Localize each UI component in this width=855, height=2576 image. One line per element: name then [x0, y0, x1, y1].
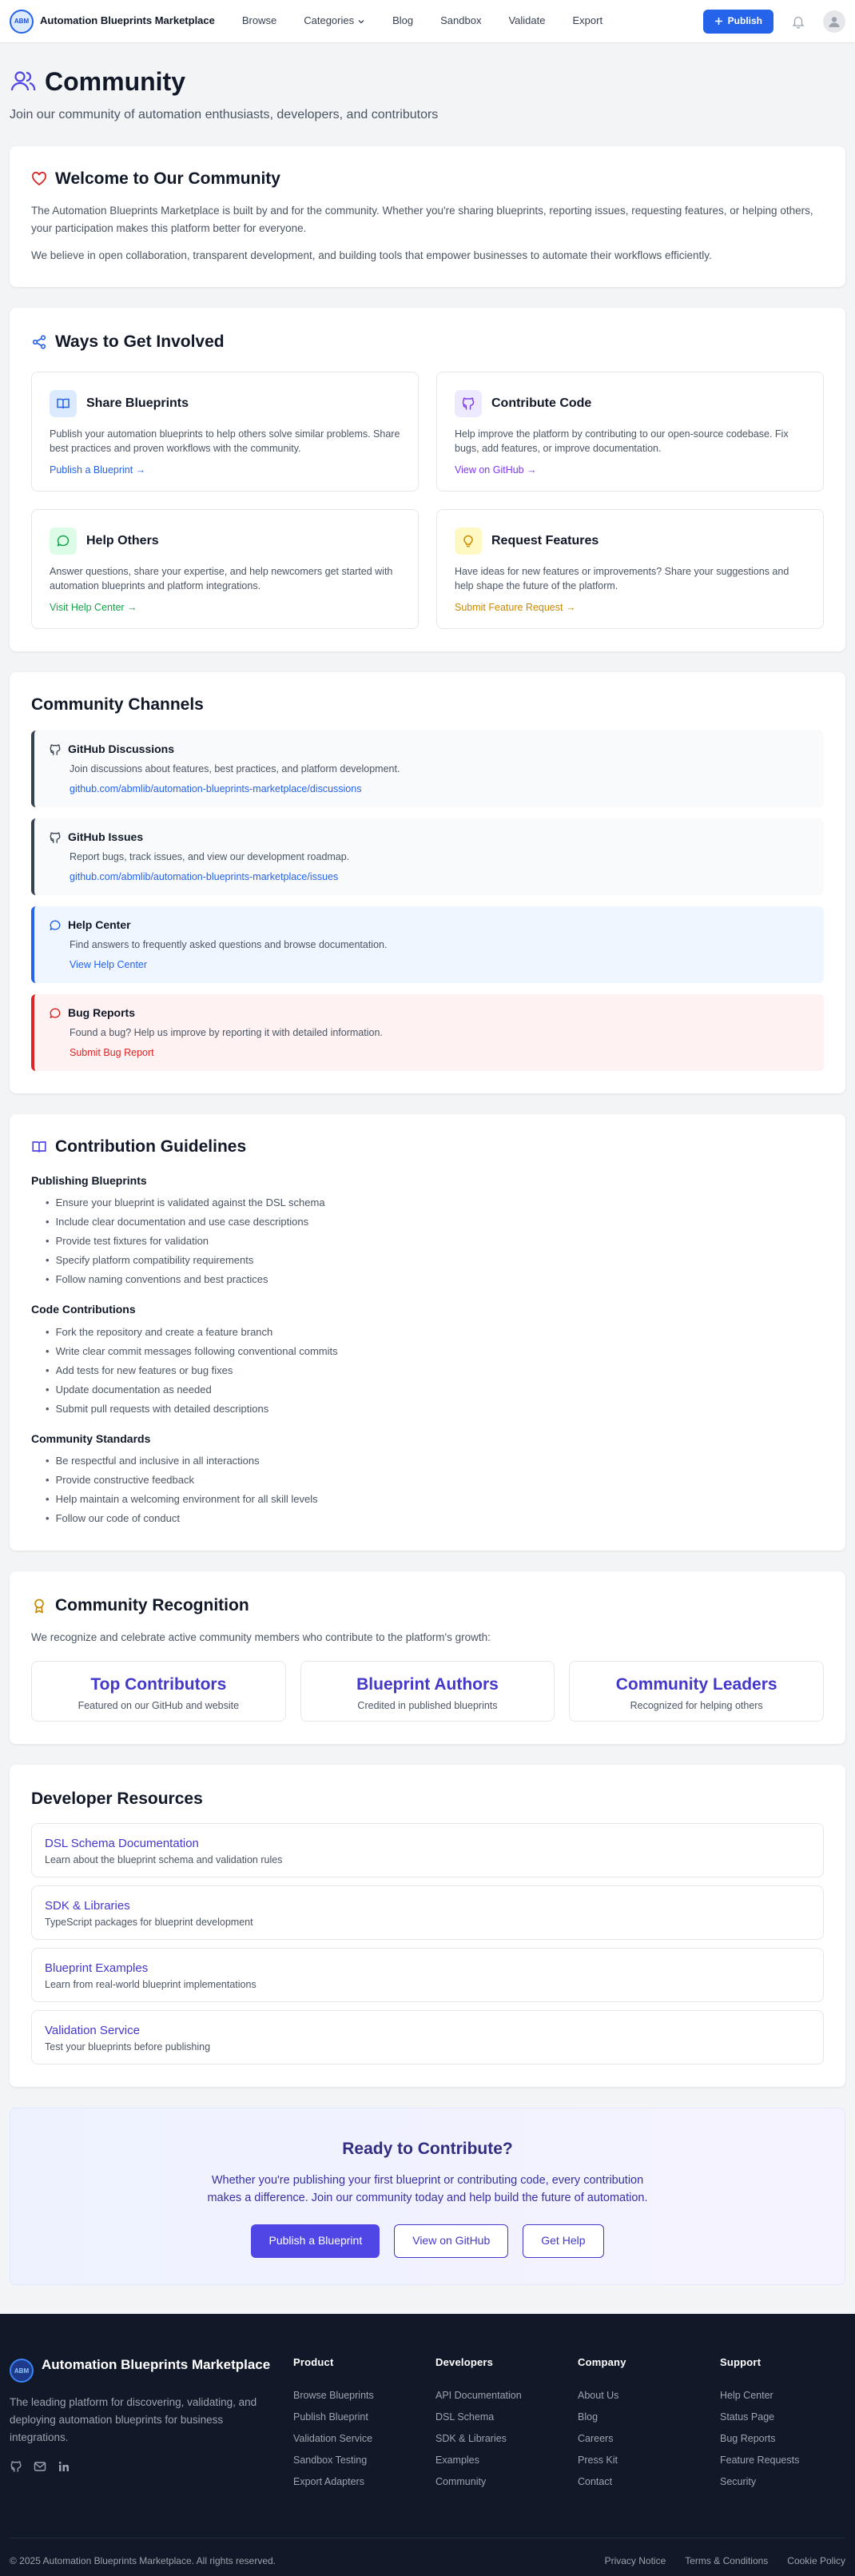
chevron-down-icon [357, 18, 365, 26]
footer-col-company [578, 2355, 720, 2492]
cta-text: Whether you're publishing your first blueprint or contributing code, every contribution makes a difference. Join our community today and help build the future of automation. [207, 2173, 648, 2204]
ways-title-text: Ways to Get Involved [55, 332, 225, 352]
recognition-item-title: Community Leaders [615, 1674, 777, 1694]
resource-sub: Test your blueprints before publishing [45, 2041, 211, 2053]
github-icon [455, 390, 482, 417]
channel-head [49, 742, 808, 758]
recognition-grid [31, 1661, 824, 1722]
footer-col-title: Developers [435, 2356, 494, 2369]
recognition-item-sub: Credited in published blueprints [357, 1700, 498, 1712]
guideline-item: • Help maintain a welcoming environment for all skill levels [46, 1490, 824, 1509]
channel-title: GitHub Discussions [68, 743, 175, 756]
guideline-item: • Provide test fixtures for validation [46, 1232, 824, 1251]
guideline-item: • Include clear documentation and use case descriptions [46, 1212, 824, 1232]
cta-title: Ready to Contribute? [342, 2140, 513, 2159]
mail-icon[interactable] [34, 2460, 46, 2473]
resource-title: Blueprint Examples [45, 1961, 149, 1976]
way-desc: Answer questions, share your expertise, and help newcomers get started with automation blueprints and platform integrations. [50, 565, 393, 591]
channels-title: Community Channels [31, 695, 204, 714]
github-icon[interactable] [10, 2460, 22, 2473]
linkedin-icon[interactable] [58, 2460, 70, 2473]
guideline-item: • Ensure your blueprint is validated against the DSL schema [46, 1193, 824, 1212]
channel-help-center [31, 906, 824, 983]
channels-card [10, 672, 845, 1093]
footer-link[interactable]: Browse Blueprints [293, 2389, 374, 2401]
guideline-item: • Specify platform compatibility requirements [46, 1251, 824, 1270]
footer-link[interactable]: About Us [578, 2389, 619, 2401]
book-icon [31, 1139, 47, 1155]
footer-link[interactable]: Careers [578, 2432, 614, 2444]
footer-link[interactable]: Examples [435, 2454, 479, 2466]
footer-link[interactable]: DSL Schema [435, 2411, 495, 2423]
plus-icon [714, 17, 723, 26]
footer-col-title: Company [578, 2356, 626, 2369]
resource-sub: Learn about the blueprint schema and validation rules [45, 1854, 283, 1866]
footer-desc: The leading platform for discovering, validating, and deploying automation blueprints for business integrations. [10, 2396, 257, 2443]
welcome-title [31, 167, 824, 190]
channel-desc: Join discussions about features, best practices, and platform development. [70, 762, 400, 774]
resource-title: SDK & Libraries [45, 1899, 130, 1913]
footer-link[interactable]: Blog [578, 2411, 598, 2423]
users-icon [10, 68, 37, 95]
submit-bug-report-link[interactable]: Submit Bug Report [70, 1047, 154, 1059]
terms-link[interactable]: Terms & Conditions [685, 2554, 769, 2566]
guideline-list [31, 1323, 824, 1419]
legal-links [605, 2554, 845, 2568]
cookie-policy-link[interactable]: Cookie Policy [787, 2554, 845, 2566]
footer-link[interactable]: SDK & Libraries [435, 2432, 507, 2444]
resource-sub: TypeScript packages for blueprint development [45, 1917, 253, 1929]
way-request-features [436, 509, 824, 629]
channel-title: Help Center [68, 918, 131, 932]
channel-title: Bug Reports [68, 1006, 135, 1020]
github-discussions-link[interactable]: github.com/abmlib/automation-blueprints-marketplace/discussions [70, 783, 362, 795]
ways-grid [31, 372, 824, 629]
visit-help-center-link[interactable]: Visit Help Center → [50, 602, 137, 614]
way-share-blueprints [31, 372, 419, 492]
recognition-card [10, 1571, 845, 1744]
guideline-item: • Be respectful and inclusive in all interactions [46, 1451, 824, 1471]
resource-title: DSL Schema Documentation [45, 1837, 199, 1851]
channel-github-issues [31, 818, 824, 895]
privacy-notice-link[interactable]: Privacy Notice [604, 2554, 666, 2566]
footer-col-title: Support [720, 2356, 762, 2369]
way-head [455, 528, 807, 555]
chat-icon [49, 1007, 62, 1020]
share-icon [31, 334, 47, 350]
nav-blog[interactable]: Blog [392, 14, 414, 27]
footer-link[interactable]: Bug Reports [720, 2432, 776, 2444]
ways-card [10, 308, 845, 651]
guidelines-card [10, 1114, 845, 1551]
footer-link[interactable]: Export Adapters [293, 2475, 364, 2487]
nav-export[interactable]: Export [572, 14, 603, 27]
way-help-others [31, 509, 419, 629]
award-icon [31, 1598, 47, 1614]
publish-blueprint-link[interactable]: Publish a Blueprint → [50, 464, 146, 476]
way-head [455, 390, 807, 417]
publish-button-label: Publish [727, 15, 762, 27]
guidelines-title-text: Contribution Guidelines [55, 1137, 247, 1157]
way-desc: Help improve the platform by contributing to our open-source codebase. Fix bugs, add features, or improve documentation. [455, 428, 789, 454]
footer-link[interactable]: Press Kit [578, 2454, 618, 2466]
book-icon [50, 390, 77, 417]
footer-link[interactable]: Publish Blueprint [293, 2411, 368, 2423]
github-icon [49, 743, 62, 756]
submit-feature-request-link[interactable]: Submit Feature Request → [455, 602, 576, 614]
recognition-community-leaders [569, 1661, 824, 1722]
footer-bottom [10, 2538, 845, 2568]
guideline-section-title: Publishing Blueprints [31, 1173, 147, 1187]
brand-link[interactable] [10, 10, 215, 34]
guideline-item: • Update documentation as needed [46, 1380, 824, 1399]
guideline-list [31, 1451, 824, 1528]
resource-blueprint-examples[interactable] [31, 1948, 824, 2002]
publish-blueprint-button[interactable]: Publish a Blueprint [251, 2224, 380, 2258]
recognition-item-sub: Featured on our GitHub and website [78, 1700, 240, 1712]
way-head [50, 528, 402, 555]
guidelines-title [31, 1135, 824, 1158]
cta-buttons [26, 2224, 829, 2258]
recognition-item-sub: Recognized for helping others [630, 1700, 763, 1712]
welcome-title-text: Welcome to Our Community [55, 169, 280, 189]
resources-title: Developer Resources [31, 1789, 203, 1808]
resource-sub: Learn from real-world blueprint implementations [45, 1979, 256, 1991]
recognition-top-contributors [31, 1661, 286, 1722]
guideline-section-title: Code Contributions [31, 1303, 136, 1316]
welcome-card [10, 146, 845, 287]
user-avatar[interactable] [823, 10, 845, 33]
way-title: Contribute Code [491, 396, 592, 410]
chat-icon [49, 919, 62, 932]
channel-desc: Find answers to frequently asked questions and browse documentation. [70, 938, 388, 950]
ways-title [31, 330, 824, 353]
cta-banner [10, 2108, 845, 2285]
page-title [10, 64, 845, 100]
guideline-item: • Fork the repository and create a feature branch [46, 1323, 824, 1342]
footer-col-title: Product [293, 2356, 334, 2369]
footer-logo: ABM [10, 2359, 34, 2383]
resource-title: Validation Service [45, 2024, 140, 2038]
view-help-center-link[interactable]: View Help Center [70, 959, 148, 971]
footer-link[interactable]: Community [435, 2475, 487, 2487]
header-actions [703, 10, 845, 34]
guideline-item: • Provide constructive feedback [46, 1471, 824, 1490]
get-help-button[interactable]: Get Help [523, 2224, 603, 2258]
footer-link[interactable]: API Documentation [435, 2389, 522, 2401]
heart-icon [31, 171, 47, 187]
footer-social [10, 2460, 293, 2473]
page-subtitle: Join our community of automation enthusiasts, developers, and contributors [10, 107, 439, 121]
user-icon [827, 14, 841, 29]
way-desc: Have ideas for new features or improvements? Share your suggestions and help shape the future of the platform. [455, 565, 789, 591]
way-title: Help Others [86, 533, 159, 547]
footer-link[interactable]: Contact [578, 2475, 613, 2487]
footer-col-product [293, 2355, 435, 2492]
welcome-paragraph-1: The Automation Blueprints Marketplace is built by and for the community. Whether you're sharing blueprints, reporting issues, requesting features, or helping others, your participation makes this platform better for everyone. [31, 204, 813, 234]
guideline-item: • Follow naming conventions and best practices [46, 1270, 824, 1289]
channel-desc: Found a bug? Help us improve by reporting it with detailed information. [70, 1026, 383, 1038]
way-contribute-code [436, 372, 824, 492]
way-title: Share Blueprints [86, 396, 189, 410]
view-on-github-button[interactable]: View on GitHub [394, 2224, 508, 2258]
github-issues-link[interactable]: github.com/abmlib/automation-blueprints-marketplace/issues [70, 871, 339, 883]
guideline-item: • Submit pull requests with detailed descriptions [46, 1399, 824, 1419]
footer-col-developers [435, 2355, 578, 2492]
main-nav [242, 14, 602, 28]
channels-list [31, 731, 824, 1071]
view-on-github-link[interactable]: View on GitHub → [455, 464, 537, 476]
page-title-text: Community [45, 67, 185, 96]
top-navbar [0, 0, 855, 43]
guideline-item: • Follow our code of conduct [46, 1509, 824, 1528]
copyright: © 2025 Automation Blueprints Marketplace. All rights reserved. [10, 2554, 276, 2566]
guideline-section-title: Community Standards [31, 1431, 151, 1445]
brand-name: Automation Blueprints Marketplace [40, 14, 215, 27]
welcome-paragraph-2: We believe in open collaboration, transparent development, and building tools that empower businesses to automate their workflows efficiently. [31, 249, 712, 262]
footer-link[interactable]: Sandbox Testing [293, 2454, 368, 2466]
footer-brand-name: Automation Blueprints Marketplace [42, 2357, 271, 2373]
bell-icon[interactable] [791, 14, 805, 29]
guideline-list [31, 1193, 824, 1289]
nav-categories-label: Categories [304, 14, 355, 27]
footer-link[interactable]: Validation Service [293, 2432, 373, 2444]
footer-top [10, 2355, 845, 2492]
guideline-item: • Write clear commit messages following conventional commits [46, 1342, 824, 1361]
recognition-item-title: Blueprint Authors [356, 1674, 499, 1694]
resource-validation-service[interactable] [31, 2010, 824, 2064]
footer-brand [10, 2355, 293, 2492]
footer [0, 2314, 855, 2576]
page-header [0, 43, 855, 146]
recognition-title-text: Community Recognition [55, 1596, 249, 1615]
footer-link[interactable]: Status Page [720, 2411, 775, 2423]
nav-categories[interactable] [304, 14, 365, 28]
resource-sdk-libraries[interactable] [31, 1885, 824, 1940]
recognition-desc: We recognize and celebrate active community members who contribute to the platform's growth: [31, 1630, 491, 1643]
way-desc: Publish your automation blueprints to help others solve similar problems. Share best practices and proven workflows with the community. [50, 428, 400, 454]
recognition-item-title: Top Contributors [90, 1674, 227, 1694]
guideline-item: • Add tests for new features or bug fixes [46, 1361, 824, 1380]
nav-validate[interactable]: Validate [508, 14, 546, 27]
publish-button[interactable] [703, 10, 773, 34]
resource-dsl-schema[interactable] [31, 1823, 824, 1877]
footer-col-support [720, 2355, 840, 2492]
footer-link[interactable]: Help Center [720, 2389, 773, 2401]
brand-logo: ABM [10, 10, 34, 34]
way-title: Request Features [491, 533, 599, 547]
recognition-blueprint-authors [300, 1661, 555, 1722]
channel-desc: Report bugs, track issues, and view our development roadmap. [70, 850, 350, 862]
channel-head [49, 830, 808, 846]
channel-bug-reports [31, 994, 824, 1071]
footer-link[interactable]: Feature Requests [720, 2454, 800, 2466]
footer-link[interactable]: Security [720, 2475, 757, 2487]
channel-title: GitHub Issues [68, 830, 144, 844]
lightbulb-icon [455, 528, 482, 555]
github-icon [49, 831, 62, 844]
nav-browse[interactable]: Browse [241, 14, 277, 27]
recognition-title [31, 1594, 824, 1617]
channel-head [49, 918, 808, 934]
chat-icon [50, 528, 77, 555]
channel-head [49, 1005, 808, 1021]
nav-sandbox[interactable]: Sandbox [440, 14, 482, 27]
resources-list [31, 1823, 824, 2064]
channel-github-discussions [31, 731, 824, 807]
way-head [50, 390, 402, 417]
resources-card [10, 1765, 845, 2087]
footer-brand-head [10, 2355, 293, 2383]
